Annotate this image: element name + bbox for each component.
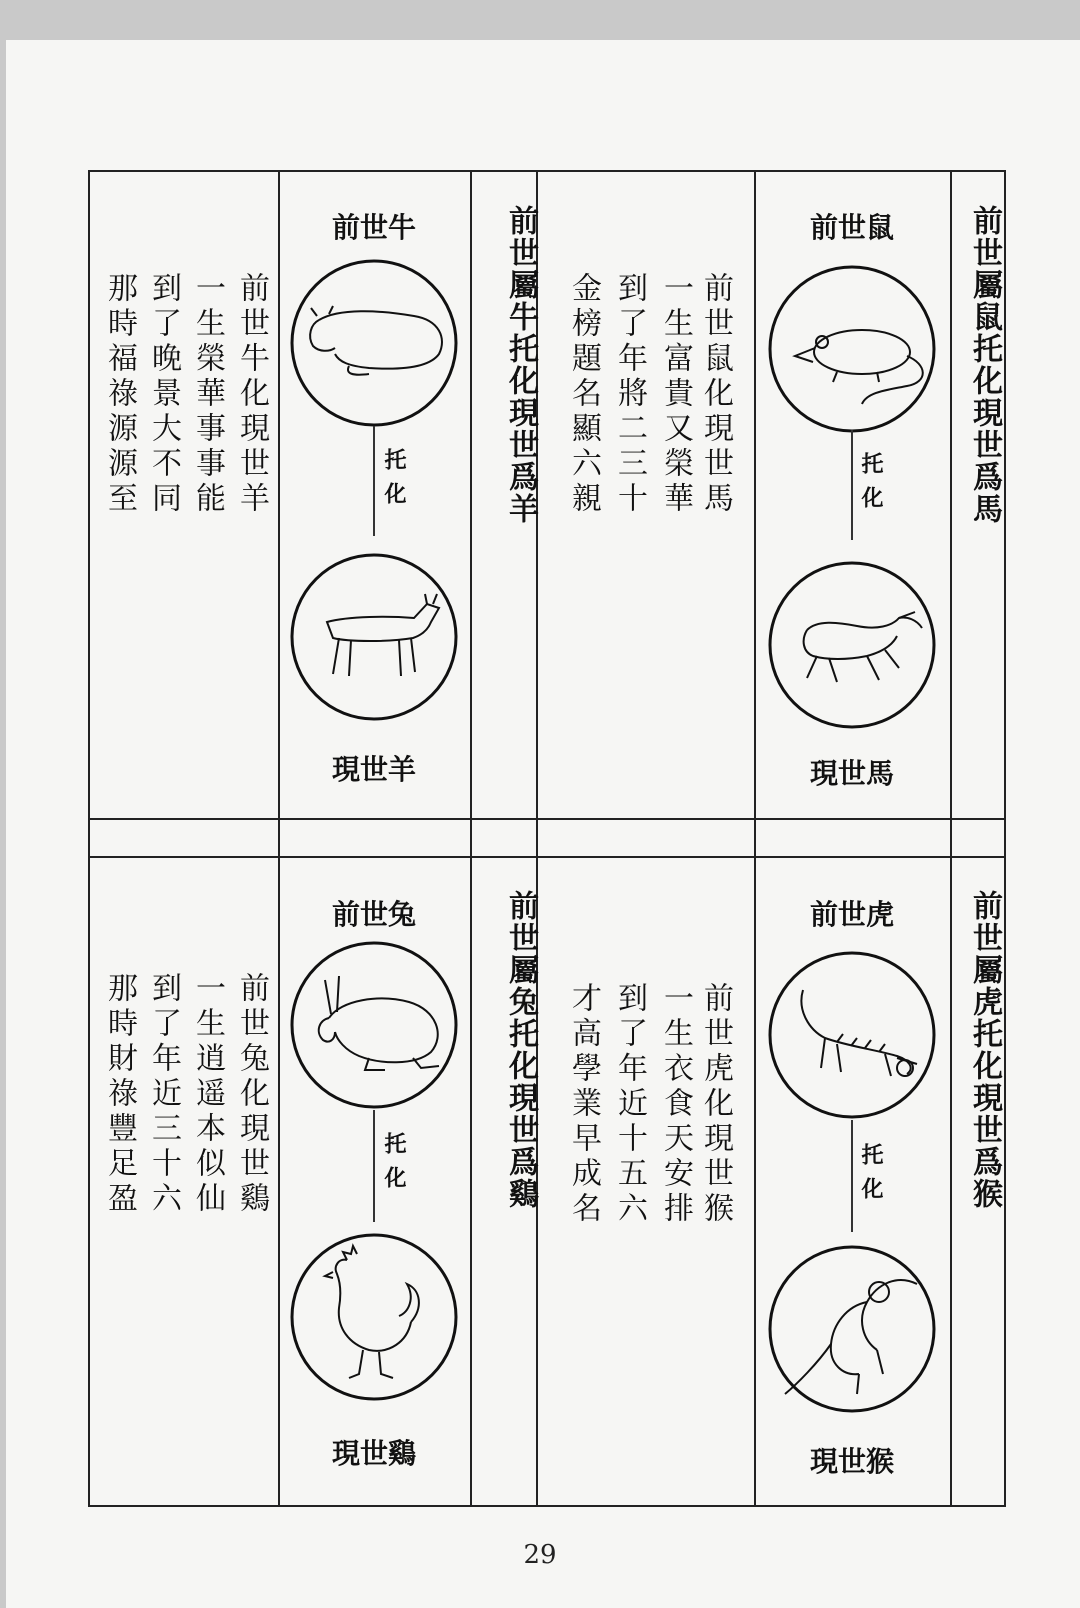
connector-line — [851, 1120, 853, 1232]
panel-heading-ox: 前世屬牛托化現世爲羊 — [503, 205, 538, 525]
page-number: 29 — [523, 1540, 557, 1570]
transform-label: 托化 — [381, 448, 406, 516]
divider — [88, 856, 1006, 858]
panel-heading-rat: 前世屬鼠托化現世爲馬 — [967, 205, 1002, 525]
monkey-icon — [767, 1244, 937, 1414]
verse-line: 到了年將二三十 — [612, 272, 647, 517]
panel-heading-rabbit: 前世屬兔托化現世爲鷄 — [503, 890, 538, 1210]
verse-line: 到了晚景大不同 — [146, 272, 181, 517]
verse-line: 一生衣食天安排 — [658, 982, 693, 1227]
transform-label: 托化 — [858, 1143, 883, 1211]
verse-line: 金榜題名顯六親 — [566, 272, 601, 517]
present-life-caption: 現世猴 — [809, 1445, 895, 1478]
divider — [278, 170, 280, 1507]
ox-icon — [289, 258, 459, 428]
previous-life-caption: 前世鼠 — [809, 211, 895, 244]
rabbit-icon — [289, 940, 459, 1110]
verse-line: 前世牛化現世羊 — [234, 272, 269, 517]
divider — [950, 170, 952, 1507]
transform-label: 托化 — [381, 1132, 406, 1200]
verse-line: 那時財祿豐足盈 — [102, 972, 137, 1217]
verse-line: 到了年近三十六 — [146, 972, 181, 1217]
rooster-icon — [289, 1232, 459, 1402]
previous-life-caption: 前世虎 — [809, 898, 895, 931]
tiger-icon — [767, 950, 937, 1120]
connector-line — [851, 430, 853, 540]
divider — [754, 170, 756, 1507]
previous-life-caption: 前世兔 — [331, 898, 417, 931]
divider — [88, 818, 1006, 820]
goat-icon — [289, 552, 459, 722]
connector-line — [373, 426, 375, 536]
present-life-caption: 現世羊 — [331, 753, 417, 786]
verse-line: 前世兔化現世鷄 — [234, 972, 269, 1217]
divider — [470, 170, 472, 1507]
verse-line: 才高學業早成名 — [566, 982, 601, 1227]
present-life-caption: 現世鷄 — [331, 1437, 417, 1470]
rat-icon — [767, 264, 937, 434]
present-life-caption: 現世馬 — [809, 757, 895, 790]
verse-line: 一生逍遥本似仙 — [190, 972, 225, 1217]
panel-heading-tiger: 前世屬虎托化現世爲猴 — [967, 890, 1002, 1210]
horse-icon — [767, 560, 937, 730]
transform-label: 托化 — [858, 452, 883, 520]
verse-line: 一生富貴又榮華 — [658, 272, 693, 517]
verse-line: 一生榮華事事能 — [190, 272, 225, 517]
verse-line: 那時福祿源源至 — [102, 272, 137, 517]
previous-life-caption: 前世牛 — [331, 211, 417, 244]
connector-line — [373, 1110, 375, 1222]
verse-line: 前世虎化現世猴 — [698, 982, 733, 1227]
verse-line: 到了年近十五六 — [612, 982, 647, 1227]
verse-line: 前世鼠化現世馬 — [698, 272, 733, 517]
